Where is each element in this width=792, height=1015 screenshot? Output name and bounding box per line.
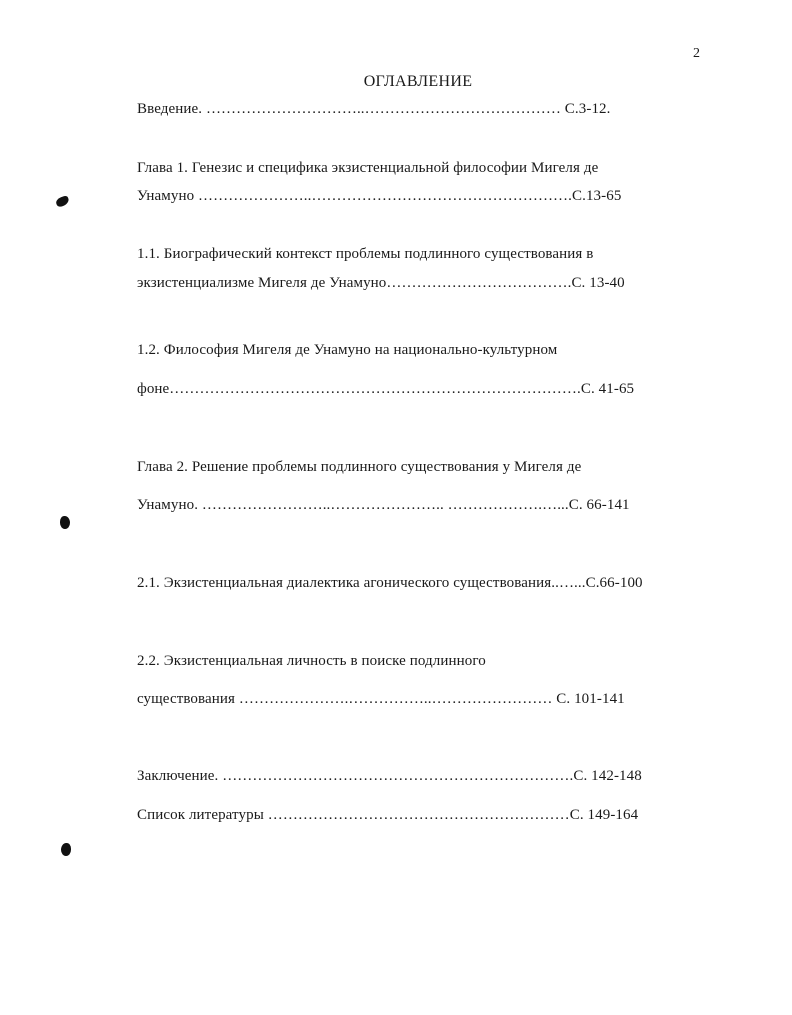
toc-entry-chapter-1-line-2: Унамуно …………………..…………………………………………….С.13-65 — [137, 188, 622, 204]
page-title: ОГЛАВЛЕНИЕ — [363, 73, 473, 90]
toc-entry-section-2-2-line-2: существования ………………….……………..…………………… С. 101-141 — [137, 691, 625, 707]
toc-entry-section-1-1-line-1: 1.1. Биографический контекст проблемы подлинного существования в — [137, 246, 594, 262]
ink-blot — [55, 195, 70, 208]
toc-entry-section-1-2-line-1: 1.2. Философия Мигеля де Унамуно на национально-культурном — [137, 342, 558, 358]
toc-entry-chapter-2-line-2: Унамуно. ……………………..………………….. ……………….…...С. 66-141 — [137, 497, 630, 513]
toc-entry-chapter-2-line-1: Глава 2. Решение проблемы подлинного существования у Мигеля де — [137, 459, 582, 475]
toc-entry-bibliography: Список литературы ……………………………………………………С. 149-164 — [137, 807, 639, 823]
page-number: 2 — [693, 46, 700, 61]
toc-entry-section-2-2-line-1: 2.2. Экзистенциальная личность в поиске подлинного — [137, 653, 486, 669]
toc-entry-introduction: Введение. …………………………..………………………………… С.3-12. — [137, 101, 611, 117]
toc-entry-chapter-1-line-1: Глава 1. Генезис и специфика экзистенциальной философии Мигеля де — [137, 160, 599, 176]
toc-entry-conclusion: Заключение. …………………………………………………………….С. 142-148 — [137, 768, 642, 784]
toc-entry-section-1-1-line-2: экзистенциализме Мигеля де Унамуно……………………………….С. 13-40 — [137, 275, 625, 291]
ink-blot — [61, 843, 71, 856]
ink-blot — [60, 516, 70, 529]
toc-entry-section-2-1: 2.1. Экзистенциальная диалектика агонического существования..…...С.66-100 — [137, 575, 643, 591]
toc-entry-section-1-2-line-2: фоне……………………………………………………………………….С. 41-65 — [137, 381, 635, 397]
